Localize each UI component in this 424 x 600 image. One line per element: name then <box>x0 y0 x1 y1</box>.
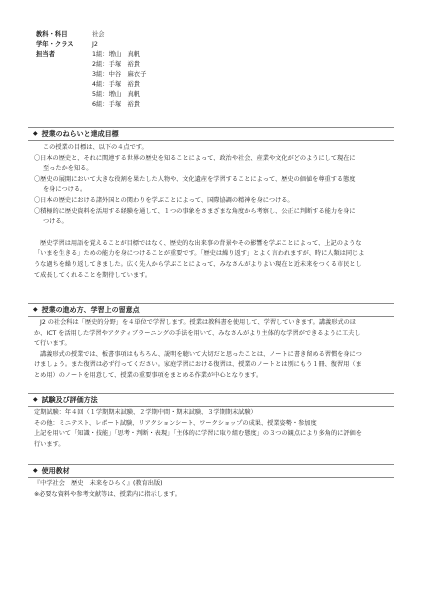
materials-body <box>34 479 394 500</box>
evaluation-line: 行います。 <box>34 440 65 448</box>
diamond-bullet-icon: ◆ <box>33 306 38 313</box>
goals-closing-line: うな過ちを繰り返してきました。広く先人から学ぶことによって、みなさんがよりよい現在と近未来をつくる市民とし <box>34 260 362 268</box>
diamond-bullet-icon: ◆ <box>33 396 38 403</box>
evaluation-line: 定期試験：年４回（１学期期末試験、２学期中間・期末試験、３学期期末試験） <box>34 409 257 416</box>
subject-value: 社会 <box>92 31 105 38</box>
teacher-row <box>36 80 356 90</box>
goal-item-line: つける。 <box>43 218 68 226</box>
subject-label: 教科・科目 <box>36 31 68 38</box>
goal-item-line: を身につける。 <box>43 186 87 194</box>
teacher-entry: 1組：増山 真帆 <box>92 51 141 58</box>
teacher-row <box>36 100 356 110</box>
method-line: けましょう。また復習は必ず行ってください。家庭学習における復習は、授業のノートとは別にもう１冊、復習用（ま <box>34 361 362 369</box>
grade-value: J2 <box>92 41 98 48</box>
method-line: 講義形式の授業では、板書事項はもちろん、説明を聴いて大切だと思ったことは、ノートに書き留める習慣を身につ <box>40 350 362 358</box>
evaluation-body <box>34 408 394 450</box>
teacher-entry: 6組：手塚 裕貴 <box>92 101 141 108</box>
evaluation-line: その他：ミニテスト、レポート試験、リアクションシート、ワークショップの成果、授業姿勢・参加度 <box>34 419 317 427</box>
evaluation-section-header <box>28 393 394 407</box>
goal-item-line: 〇日本の歴史における諸外国との関わりを学ぶことによって、国際協調の精神を身につける。 <box>34 196 294 204</box>
materials-section-title: 使用教材 <box>41 467 70 475</box>
course-meta <box>36 30 356 110</box>
evaluation-section-title: 試験及び評価方法 <box>41 396 98 404</box>
teacher-row <box>36 50 356 60</box>
goals-section-title: 授業のねらいと達成目標 <box>41 130 119 138</box>
teacher-row <box>36 60 356 70</box>
grade-label: 学年・クラス <box>36 41 74 48</box>
grade-row <box>36 40 356 50</box>
goals-intro: この授業の目標は、以下の４点です。 <box>43 144 148 151</box>
goals-closing-line: て成長してくれることを期待しています。 <box>34 271 152 279</box>
diamond-bullet-icon: ◆ <box>33 130 38 137</box>
materials-section-header <box>28 464 394 478</box>
goal-item-line: 至ったかを知る。 <box>43 165 93 173</box>
teacher-row <box>36 90 356 100</box>
goals-closing-line: 「いまを生きる」ための能力を身につけることが重要です。「歴史は繰り返す」とよく言われますが、時に人類は同じよ <box>34 250 365 258</box>
materials-note: ※必要な資料や参考文献等は、授業内に指示します。 <box>34 490 181 498</box>
teacher-entry: 2組：手塚 裕貴 <box>92 61 141 68</box>
teacher-label: 担当者 <box>36 51 55 58</box>
teacher-row <box>36 70 356 80</box>
method-section-title: 授業の進め方、学習上の留意点 <box>41 306 140 314</box>
method-section-header <box>28 303 394 317</box>
goals-closing-line: 歴史学習は用語を覚えることが目標ではなく、歴史的な出来事の背景やその影響を学ぶことによって、上記のような <box>40 239 362 247</box>
evaluation-line: 上記を用いて「知識・技能」「思考・判断・表現」「主体的に学習に取り組む態度」の３つの観点により多角的に評価を <box>34 430 362 438</box>
goal-item-line: 〇歴史の展開において大きな役割を果たした人物や、文化遺産を学習することによって、歴史の価値を尊重する態度 <box>34 175 356 183</box>
method-line: て行います。 <box>34 340 71 348</box>
method-line: とめ用）のノートを用意して、授業の重要事項をまとめる作業が中心となります。 <box>34 371 263 379</box>
diamond-bullet-icon: ◆ <box>33 467 38 474</box>
goal-item-line: 〇積極的に歴史資料を活用する経験を通して、１つの事象をさまざまな角度から考察し、公正に判断する能力を身に <box>34 207 356 215</box>
goals-section-header <box>28 127 394 141</box>
teacher-entry: 4組：手塚 裕貴 <box>92 81 141 88</box>
textbook-line: 『中学社会 歴史 未来をひらく』(教育出版) <box>34 480 163 487</box>
goal-item-line: 〇日本の歴史と、それに関連する世界の歴史を知ることによって、政治や社会、産業や文化がどのようにして現在に <box>34 154 356 162</box>
teacher-entry: 3組：中谷 麻衣子 <box>92 71 147 78</box>
method-body <box>34 318 394 382</box>
teacher-entry: 5組：増山 真帆 <box>92 91 141 98</box>
subject-row <box>36 30 356 40</box>
goals-body <box>34 143 394 281</box>
method-line: J2 の社会科は「歴史的分野」を４単位で学習します。授業は教科書を使用して、学習していきます。講義形式のほ <box>40 319 356 326</box>
method-line: か、ICT を活用した学習やアクティブラーニングの手法を用いて、みなさんがより主体的な学習ができるように工夫し <box>34 329 361 337</box>
